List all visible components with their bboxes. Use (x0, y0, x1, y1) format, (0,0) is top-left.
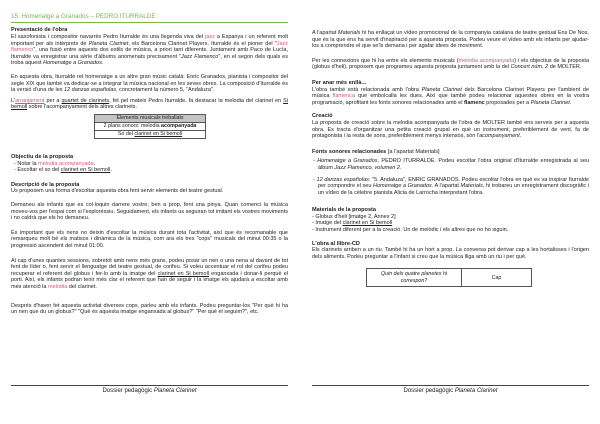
emphasized-text: clarinet en Si bemoll (157, 270, 210, 277)
table-cell (95, 131, 206, 139)
text-run: Us proposem una forma d'escoltar aquesta obra fent servir elements del teatre gestual. (11, 188, 224, 195)
list-item (11, 167, 288, 174)
emphasized-text: clarinet en Si bemoll (134, 131, 183, 138)
page-footer (312, 388, 589, 395)
text-run: , els Barcelona Clarinet Players. Iturralde és el pioner del " (128, 40, 277, 47)
answer-cell: Cap (462, 269, 532, 287)
text-run: hi ha enllaçat un vídeo promocional de la companyia catalana de teatre gestual Ens De Nos, que és la que ens ha servit d'inspiració per a aquesta proposta. Podeu veure el vídeo amb els infants per ajudar-los a comprendre el que se'ls demana i per agafar idees de moviment. (312, 30, 589, 50)
emphasized-text: Si bemoll (11, 97, 288, 111)
sources-heading (312, 149, 589, 156)
text-run: . (101, 60, 104, 67)
text-run: Demaneu als infants que es col·loquin darrere vostre, ben a prop, fent una pinya. Quan comenci la música moveu-vos per l'espai com si l'exploréssiu. Seguidament, els infants us seguiran tot imitant els vostres moviments i no caldrà que els ho demaneu. (11, 202, 288, 222)
text-run: Els clarinets arriben a un riu. També hi ha un hort a prop. La conversa pot derivar cap a les hortalisses i l'origen dels aliments. Podeu preguntar a l'infant si creu que la música lliga amb un riu i per què. (312, 247, 589, 260)
musical-elements-table (94, 114, 206, 139)
glossary-term: arranjament (15, 97, 45, 104)
text-run: sobre l'acompanyament dels altres clarinets. (27, 104, 138, 111)
list-item (312, 214, 589, 221)
table-cell (95, 123, 206, 131)
table-row (367, 269, 532, 287)
description-heading: Descripció de la proposta (11, 181, 80, 188)
emphasized-text: acompanyament (479, 133, 520, 140)
description-paragraph (11, 202, 288, 222)
text-run: : "5. Andaluza", ENRIC GRANADOS. Podeu escoltar l'obra en què es va inspirar Iturralde per compondre el seu (318, 176, 589, 190)
text-run: . A l'apartat (431, 183, 461, 190)
emphasized-text: Planeta Clarinet (421, 86, 462, 93)
materials-heading: Materials de la proposta (312, 207, 377, 214)
emphasized-text: Fonts sonores relacionades (312, 148, 387, 155)
list-item (312, 220, 589, 227)
emphasized-text: Homenatge a Granados (372, 183, 432, 190)
emphasized-text: Planeta Clarinet (530, 99, 570, 106)
emphasized-text: clarinet en Si bemoll (60, 167, 111, 174)
text-run: - Instrument diferent per a la creació. Un de melòdic i els altres que no ho siguin. (312, 227, 509, 234)
text-run: dels Barcelona Clarinet Players per l'ambient de música (312, 86, 589, 100)
text-run: a Espanya i un referent molt important per als intèrprets de (11, 34, 288, 47)
left-page-content (11, 13, 288, 316)
list-item (312, 227, 589, 234)
text-run: És important que els nens no deixin d'escoltar la música durant tota l'activitat, així que és recomanable que remarqueu molt bé els matisos i dinàmica de la música, com ara els tres "cops" musicals del minut 00:35 o la progressió ascendent del minut 01:00. (11, 229, 288, 249)
emphasized-text: 12 danzas españolas (316, 176, 369, 183)
emphasized-text: Materials (460, 183, 483, 190)
book-cd-heading: L'obra al llibre-CD (312, 240, 360, 247)
glossary-term: flamenca (332, 93, 355, 100)
description-paragraph (11, 188, 288, 195)
text-run: Després d'haver fet aquesta activitat diverses cops, parleu amb els infants. Podeu preguntar-los "Per què hi ha un nen que du un globus?" "Què és aquesta imatge enganxada al globus?" "Per què el seguim?", etc. (11, 302, 288, 316)
text-run: . (569, 99, 572, 106)
connections-paragraph (312, 58, 589, 71)
table-row (95, 115, 206, 123)
text-run: Dossier pedagògic (102, 388, 154, 394)
objective-heading: Objectiu de la proposta (11, 154, 74, 161)
text-run: , PEDRO ITURRALDE. Podeu escoltar l'obra original d'Iturralde enregistrada al seu àlbum (318, 158, 589, 171)
table-row (95, 123, 206, 131)
emphasized-text: Planeta Clarinet (88, 40, 129, 47)
text-run: 2 plans sonors: melodia (103, 123, 162, 130)
text-run: L'obra també està relacionada amb l'obra (312, 86, 422, 93)
description-paragraph (11, 303, 288, 316)
arrangement-paragraph (11, 98, 288, 111)
emphasized-text: Homenatge a Granados (317, 158, 378, 165)
creation-paragraph (312, 120, 589, 140)
text-run: , concretament la número 5, "Andaluza". (116, 87, 215, 94)
text-run: . (110, 167, 112, 174)
text-run: enganxada i donar-li perquè el porti. Així, els infants podran tenir més clar el referent que han de seguir i la imatge els ajudarà a escoltar amb més atenció la (11, 270, 288, 290)
text-run: Elements musicals treballats (116, 115, 184, 122)
text-run: , hi trobareu un enregistrament discogràfic i un vídeo de la cèlebre pianista Alicia de Larrocha interpretant l'obra. (318, 183, 589, 196)
text-run: El saxofonista i compositor navarrès Pedro Iturralde és una llegenda viva del (11, 34, 206, 41)
text-run: So del (117, 131, 135, 138)
materials-video-paragraph (312, 30, 589, 50)
emphasized-text: 12 danzas españolas (64, 87, 117, 94)
text-run: - Globus d'heli [imatge 2, Annex 2] (312, 213, 396, 220)
glossary-term: melodia acompanyada (38, 160, 94, 167)
emphasized-text: Concert núm. 2 (510, 64, 549, 71)
description-paragraph (11, 230, 288, 250)
text-run: proposades per a (484, 99, 531, 106)
book-cd-table (366, 268, 532, 287)
left-page (11, 0, 288, 424)
list-item (312, 158, 589, 171)
text-run: - Imatge del (312, 220, 343, 227)
footer-rule (312, 385, 589, 386)
homage-paragraph (11, 74, 288, 94)
text-run: Dossier pedagògic (403, 388, 455, 394)
emphasized-text: Jazz Flamenco, volumen 2 (334, 164, 400, 171)
text-run: de MOLTER. (548, 64, 582, 71)
text-run: A l'apartat (312, 30, 339, 36)
emphasized-text: quartet de clarinets (61, 97, 110, 104)
text-run: - (313, 176, 317, 183)
text-run: , fet pel mateix Pedro Iturralde, fa destacar la melodia del clarinet en (109, 97, 284, 104)
further-heading: Per anar més enllà... (312, 79, 367, 86)
text-run: ", en el segon dels quals es troba aquest (11, 53, 288, 67)
text-run: L' (11, 97, 16, 104)
page-footer (11, 388, 288, 395)
text-run: Al cap d'unes quantes sessions, sobretot amb nens més grans, podeu posar un nen o una nena al davant de tot fent de líder o, fent servir el llenguatge del teatre gestual, de corifeu. Si voleu accentuar el rol del corifeu podeu recuperar el referent del globus i fer-lo amb la imatge del (11, 257, 288, 277)
emphasized-text: Homenatge a Granados (43, 60, 102, 67)
right-page (312, 0, 589, 424)
right-page-content (312, 30, 589, 287)
book-cd-paragraph (312, 247, 589, 260)
emphasized-text: clarinet en Si bemoll (342, 220, 393, 227)
emphasized-text: Planeta Clarinet (454, 388, 498, 394)
text-run: Per les connexions que hi ha entre els elements musicals ( (312, 57, 459, 64)
text-run: . (519, 133, 522, 140)
text-run: - (313, 158, 318, 165)
text-run: ", una fusió entre aquests dos estils de música, a priori tant diferents. Juntament amb Paco de Lucía, Iturralde va enregistrar una sèrie d'àlbums anomenats precisament " (11, 47, 288, 60)
presentation-heading: Presentació de l'obra (11, 26, 68, 33)
description-paragraph (11, 258, 288, 291)
text-run: - Notar la (14, 160, 39, 167)
list-item (11, 161, 288, 168)
section-title: 15. Homenatge a Granados – PEDRO ITURRALDE (11, 13, 288, 23)
further-paragraph (312, 87, 589, 107)
emphasized-text: Materials (338, 30, 361, 36)
glossary-term: jazz (205, 34, 215, 41)
creation-heading: Creació (312, 113, 333, 120)
text-run: ) i els objectius de la proposta (globus d'heli), proposem que programeu aquesta proposta juntament amb la del (312, 57, 590, 71)
glossary-term: melodia (48, 283, 68, 290)
table-cell (95, 115, 206, 123)
text-run: que embolcalla les dues. Així que també podeu relacionar aquestes obres en la vostra programació, aprofitant les fonts sonores relacionades amb el (312, 93, 589, 106)
text-run: - Escoltar el so del (14, 167, 61, 174)
glossary-term: Jazz flamenco (11, 40, 289, 54)
text-run: . (399, 164, 402, 171)
emphasized-text: flamenc (463, 99, 485, 106)
text-run: del clarinet. (67, 283, 97, 290)
question-cell: Quin dels quatre planetes hi correspon? (367, 269, 462, 287)
text-run: [a l'apartat Materials] (386, 148, 440, 155)
emphasized-text: acompanyada (161, 123, 197, 130)
footer-rule (11, 385, 288, 386)
text-run: per a (44, 97, 62, 104)
text-run: . (93, 160, 96, 167)
table-row (95, 131, 206, 139)
presentation-paragraph (11, 34, 288, 67)
text-run: La proposta de creació sobre la melodia acompanyada de l'obra de MOLTER també ens serveix per a aquesta obra. Es tracta d'organitzar una petita creació grupal en què un instrument, preferiblement de vent, fa de protagonista i la resta de sons, preferiblement menys intensos, són l' (312, 119, 589, 140)
text-run: En aquesta obra, Iturralde ret homenatge a un altre gran músic català: Enric Granados, pianista i compositor del segle XIX que també va dedicar-se a integrar la música nacional en les seves obres. La composició d'Iturralde és la versió d'una de les (11, 74, 288, 94)
emphasized-text: Jazz Flamenco (180, 53, 219, 60)
emphasized-text: Planeta Clarinet (153, 388, 197, 394)
glossary-term: melodia acompanyada (458, 57, 515, 64)
list-item (312, 177, 589, 197)
